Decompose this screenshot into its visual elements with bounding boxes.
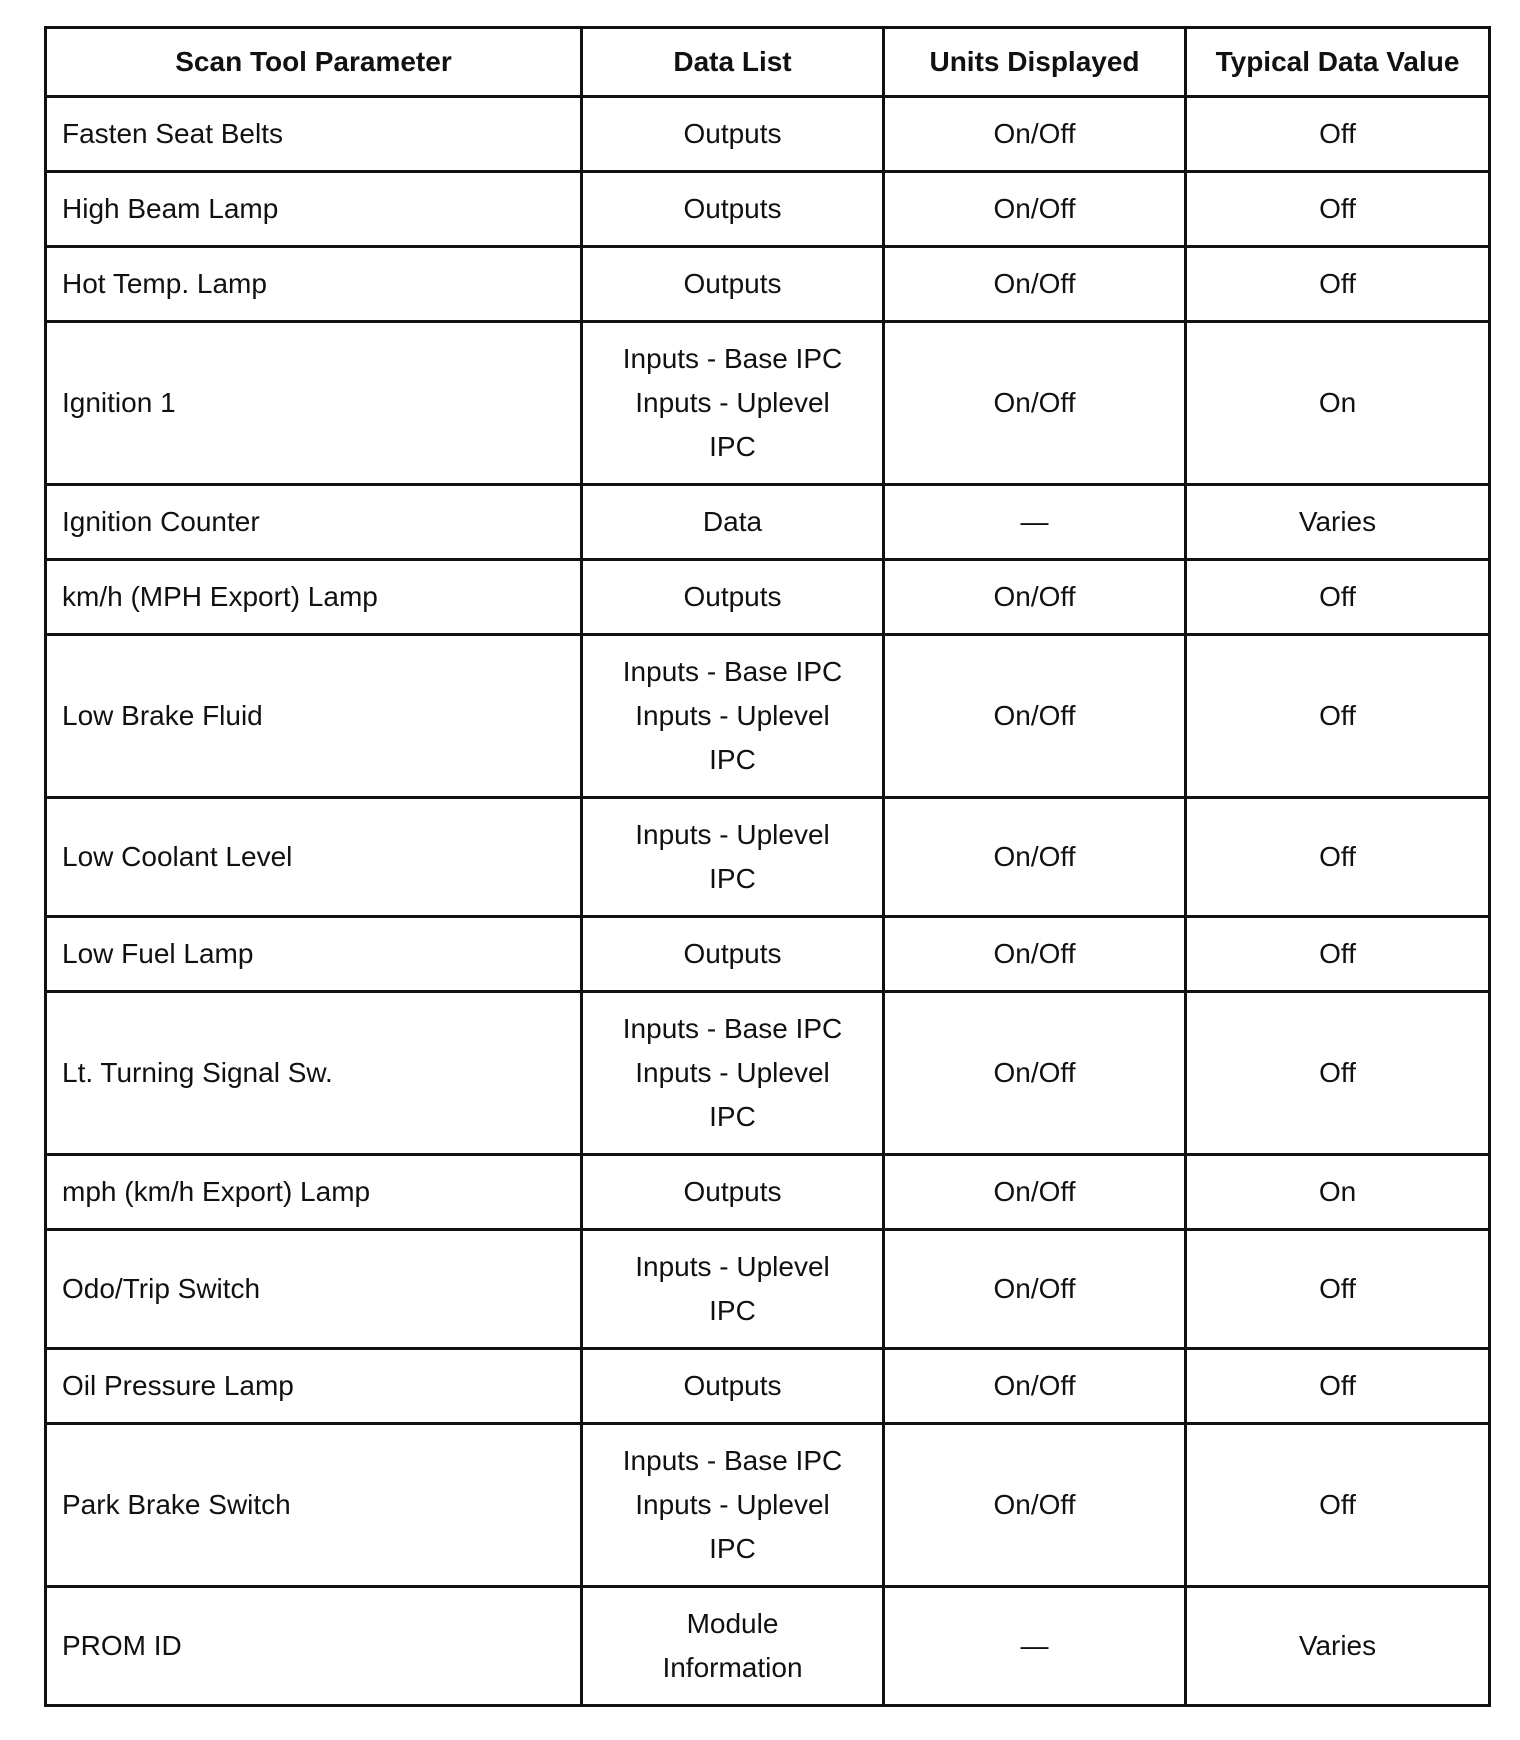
cell-parameter: Park Brake Switch [46, 1424, 582, 1587]
cell-data-list [582, 1349, 884, 1424]
table-row [46, 1349, 1490, 1424]
cell-data-list [582, 992, 884, 1155]
cell-typical-value: On [1186, 1155, 1490, 1230]
cell-parameter: Ignition 1 [46, 322, 582, 485]
data-list-line: Inputs - Uplevel [635, 1489, 830, 1520]
data-list-line: IPC [709, 863, 756, 894]
cell-parameter: Hot Temp. Lamp [46, 247, 582, 322]
cell-units: On/Off [884, 560, 1186, 635]
data-list-line: Outputs [683, 1370, 782, 1401]
cell-data-list [582, 1230, 884, 1349]
header-typical-data-value: Typical Data Value [1186, 28, 1490, 97]
data-list-line: Inputs - Uplevel [635, 819, 830, 850]
data-list-line: Inputs - Base IPC [622, 1013, 843, 1044]
data-list-line: Information [662, 1652, 803, 1683]
cell-units: — [884, 485, 1186, 560]
cell-data-list [582, 1424, 884, 1587]
data-list-line: Inputs - Uplevel [635, 700, 830, 731]
data-list-line: Inputs - Uplevel [635, 387, 830, 418]
data-list-line: Data [702, 506, 763, 537]
data-list-line: Outputs [683, 268, 782, 299]
cell-parameter: km/h (MPH Export) Lamp [46, 560, 582, 635]
cell-units: On/Off [884, 172, 1186, 247]
cell-units: On/Off [884, 247, 1186, 322]
cell-data-list [582, 322, 884, 485]
cell-typical-value: Off [1186, 635, 1490, 798]
scan-tool-data-table-container [44, 26, 1488, 1707]
table-row [46, 1155, 1490, 1230]
cell-typical-value: Off [1186, 1349, 1490, 1424]
data-list-line: Outputs [683, 118, 782, 149]
cell-parameter: Low Brake Fluid [46, 635, 582, 798]
cell-typical-value: Off [1186, 172, 1490, 247]
cell-data-list [582, 635, 884, 798]
data-list-line: Module [686, 1608, 779, 1639]
cell-units: On/Off [884, 322, 1186, 485]
data-list-line: Outputs [683, 938, 782, 969]
cell-parameter: Low Fuel Lamp [46, 917, 582, 992]
cell-data-list [582, 917, 884, 992]
data-list-line: IPC [709, 431, 756, 462]
cell-parameter: Lt. Turning Signal Sw. [46, 992, 582, 1155]
cell-parameter: Ignition Counter [46, 485, 582, 560]
cell-data-list [582, 485, 884, 560]
cell-data-list [582, 97, 884, 172]
cell-typical-value: Off [1186, 1230, 1490, 1349]
cell-units: On/Off [884, 1349, 1186, 1424]
table-row [46, 798, 1490, 917]
table-row [46, 917, 1490, 992]
data-list-line: IPC [709, 1533, 756, 1564]
cell-typical-value: Off [1186, 992, 1490, 1155]
cell-typical-value: Off [1186, 917, 1490, 992]
cell-units: On/Off [884, 798, 1186, 917]
table-row [46, 635, 1490, 798]
table-row [46, 172, 1490, 247]
cell-data-list [582, 247, 884, 322]
cell-units: On/Off [884, 635, 1186, 798]
cell-parameter: Oil Pressure Lamp [46, 1349, 582, 1424]
cell-parameter: Fasten Seat Belts [46, 97, 582, 172]
table-row [46, 97, 1490, 172]
table-row [46, 1424, 1490, 1587]
cell-typical-value: Off [1186, 247, 1490, 322]
cell-parameter: Odo/Trip Switch [46, 1230, 582, 1349]
cell-parameter: High Beam Lamp [46, 172, 582, 247]
data-list-line: Inputs - Base IPC [622, 343, 843, 374]
table-row [46, 322, 1490, 485]
table-row [46, 1587, 1490, 1706]
data-list-line: Inputs - Uplevel [635, 1057, 830, 1088]
cell-units: On/Off [884, 917, 1186, 992]
data-list-line: Inputs - Base IPC [622, 1445, 843, 1476]
data-list-line: IPC [709, 1101, 756, 1132]
data-list-line: Inputs - Base IPC [622, 656, 843, 687]
data-list-line: Inputs - Uplevel [635, 1251, 830, 1282]
cell-data-list [582, 1155, 884, 1230]
cell-units: On/Off [884, 1230, 1186, 1349]
cell-data-list [582, 1587, 884, 1706]
header-scan-tool-parameter: Scan Tool Parameter [46, 28, 582, 97]
cell-units: — [884, 1587, 1186, 1706]
cell-units: On/Off [884, 1155, 1186, 1230]
cell-units: On/Off [884, 1424, 1186, 1587]
cell-data-list [582, 560, 884, 635]
header-data-list: Data List [582, 28, 884, 97]
table-row [46, 560, 1490, 635]
cell-typical-value: Off [1186, 560, 1490, 635]
table-row [46, 247, 1490, 322]
table-row [46, 992, 1490, 1155]
scan-tool-data-table [44, 26, 1491, 1707]
data-list-line: IPC [709, 1295, 756, 1326]
cell-typical-value: On [1186, 322, 1490, 485]
cell-typical-value: Off [1186, 798, 1490, 917]
header-units-displayed: Units Displayed [884, 28, 1186, 97]
cell-units: On/Off [884, 97, 1186, 172]
cell-units: On/Off [884, 992, 1186, 1155]
data-list-line: Outputs [683, 1176, 782, 1207]
cell-typical-value: Varies [1186, 485, 1490, 560]
cell-data-list [582, 798, 884, 917]
cell-typical-value: Off [1186, 97, 1490, 172]
cell-parameter: PROM ID [46, 1587, 582, 1706]
data-list-line: Outputs [683, 193, 782, 224]
cell-parameter: mph (km/h Export) Lamp [46, 1155, 582, 1230]
table-header-row [46, 28, 1490, 97]
cell-parameter: Low Coolant Level [46, 798, 582, 917]
cell-data-list [582, 172, 884, 247]
table-row [46, 1230, 1490, 1349]
cell-typical-value: Varies [1186, 1587, 1490, 1706]
data-list-line: Outputs [683, 581, 782, 612]
data-list-line: IPC [709, 744, 756, 775]
table-row [46, 485, 1490, 560]
cell-typical-value: Off [1186, 1424, 1490, 1587]
